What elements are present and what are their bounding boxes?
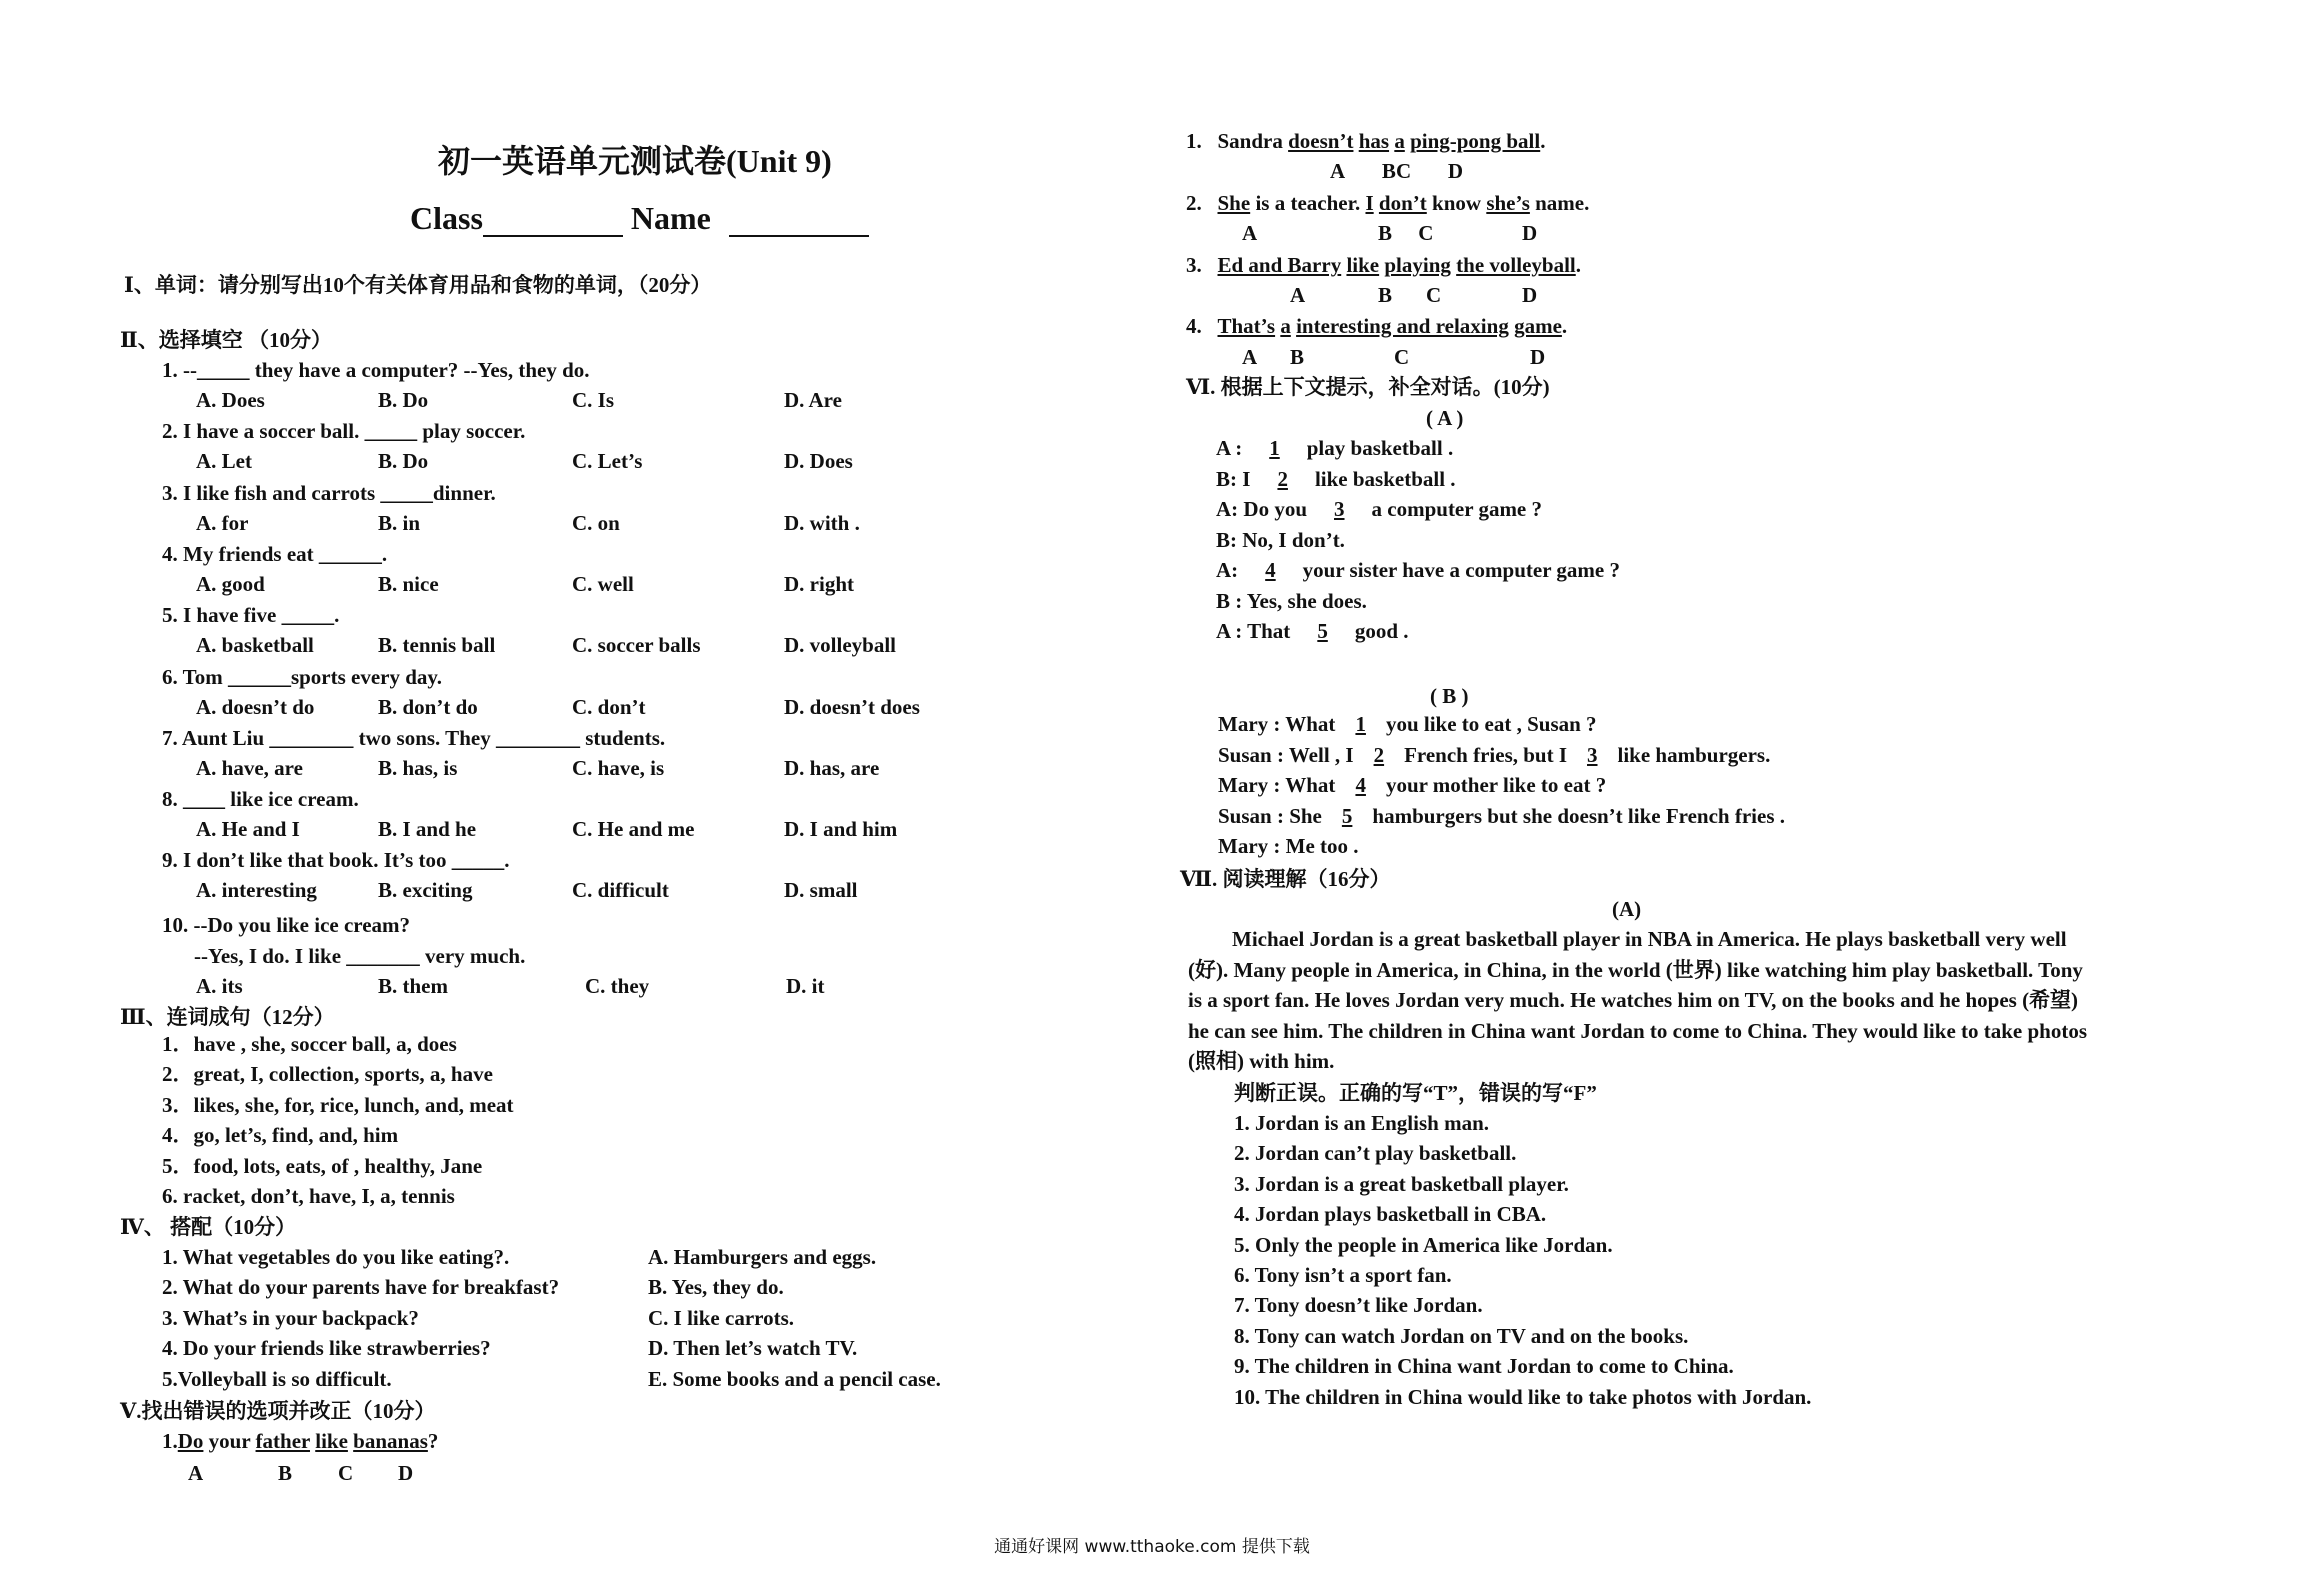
err-text: your <box>203 1429 256 1453</box>
mc-option-d: D. I and him <box>784 817 898 842</box>
error-item-r1 <box>1186 128 1545 154</box>
tf-statement: 4. Jordan plays basketball in CBA. <box>1234 1202 1547 1227</box>
err-letters-row-4d: D <box>1530 345 1546 369</box>
dialog-blank[interactable]: 1 <box>1269 436 1280 460</box>
mc-option-b: B. tennis ball <box>378 633 496 658</box>
section-6-heading: Ⅵ. 根据上下文提示，补全对话。(10分) <box>1186 375 1550 399</box>
err-option: interesting and relaxing <box>1296 314 1509 338</box>
err-text: know <box>1426 191 1487 215</box>
err-option: game <box>1514 314 1562 338</box>
mc-option-d: D. doesn’t does <box>784 694 920 719</box>
mc-option-a: A. doesn’t do <box>196 694 315 719</box>
mc-option-a: A. Does <box>196 388 265 412</box>
dialog-a-line <box>1216 527 1345 553</box>
err-option: ping-pong ball <box>1410 129 1541 153</box>
err-option: like <box>1346 253 1380 277</box>
mc-option-c: C. Is <box>572 388 615 412</box>
mc-option-c: C. they <box>585 974 650 998</box>
item-number: 2. <box>1186 191 1202 215</box>
mc-question: 7. Aunt Liu ________ two sons. They ________ students. <box>162 725 666 750</box>
word-order-item: 2．great, I, collection, sports, a, have <box>162 1062 493 1087</box>
err-letters-row-4c: C <box>1394 345 1410 369</box>
dialog-a-line <box>1216 435 1453 461</box>
err-option: the volleyball <box>1456 253 1576 277</box>
err-letters-row-3c: C <box>1426 283 1442 307</box>
mc-option-d: D. with . <box>784 510 860 535</box>
mc-option-a: A. basketball <box>196 633 314 658</box>
err-option: father <box>255 1429 310 1453</box>
mc-question: 6. Tom ______sports every day. <box>162 664 443 689</box>
mc-option-b: B. I and he <box>378 817 477 842</box>
tf-instructions: 判断正误。正确的写“T”，错误的写“F” <box>1234 1081 1597 1105</box>
err-letters-row-3d: D <box>1522 283 1538 307</box>
mc-option-d: D. it <box>786 974 825 998</box>
dialog-b-line <box>1218 833 1359 859</box>
err-letter-a: A <box>188 1461 204 1485</box>
err-letter-a: A <box>1330 159 1346 183</box>
passage-line: (好). Many people in America, in China, in the world (世界) like watching him play basketball. Tony <box>1188 957 2083 982</box>
dialog-blank[interactable]: 2 <box>1373 742 1385 767</box>
err-text: Sandra <box>1217 129 1283 153</box>
tf-statement: 6. Tony isn’t a sport fan. <box>1234 1263 1452 1287</box>
match-question: 2. What do your parents have for breakfast? <box>162 1275 560 1300</box>
match-answer: A. Hamburgers and eggs. <box>648 1245 877 1269</box>
speaker-text: A : That <box>1216 619 1296 643</box>
speaker-text: B : Yes, she does. <box>1216 588 1367 613</box>
mc-option-c: C. on <box>572 510 620 535</box>
section-5-heading: Ⅴ.找出错误的选项并改正（10分） <box>120 1399 436 1423</box>
mc-option-b: B. don’t do <box>378 694 478 719</box>
dialog-a-line <box>1216 618 1409 644</box>
err-option: a <box>1394 129 1405 153</box>
mc-option-c: C. don’t <box>572 694 646 719</box>
tf-statement: 3. Jordan is a great basketball player. <box>1234 1171 1569 1196</box>
dialog-b-label: ( B ) <box>1430 684 1469 708</box>
match-question: 3. What’s in your backpack? <box>162 1305 419 1330</box>
error-item-r4 <box>1186 313 1567 339</box>
name-label: Name <box>630 200 711 236</box>
mc-option-c: C. He and me <box>572 817 695 842</box>
err-letter-b: B <box>1378 221 1393 245</box>
error-item-r2 <box>1186 190 1589 216</box>
speaker-text: Susan : Well , I <box>1218 742 1359 767</box>
tf-statement: 5. Only the people in America like Jordan. <box>1234 1232 1613 1257</box>
dialog-text: your sister have a computer game ? <box>1297 558 1620 582</box>
mc-option-a: A. Let <box>196 449 252 474</box>
err-option: has <box>1358 129 1390 153</box>
err-letter-c: C <box>1418 221 1434 245</box>
mc-question: 5. I have five _____. <box>162 603 340 628</box>
err-option: don’t <box>1378 191 1427 215</box>
dialog-text: a computer game ? <box>1366 497 1543 521</box>
class-label: Class <box>410 200 483 236</box>
err-text: ? <box>427 1429 439 1453</box>
err-letter-b: B <box>278 1461 293 1485</box>
passage-line: is a sport fan. He loves Jordan very much. He watches him on TV, on the books and he hopes (希望) <box>1188 988 2079 1012</box>
err-option: Do <box>177 1429 204 1453</box>
dialog-text: like hamburgers. <box>1612 742 1771 767</box>
err-option: doesn’t <box>1288 129 1354 153</box>
dialog-blank[interactable]: 2 <box>1277 466 1288 491</box>
mc-option-d: D. Does <box>784 449 853 474</box>
word-order-item: 6. racket, don’t, have, I, a, tennis <box>162 1184 455 1208</box>
speaker-text: A: <box>1216 558 1244 582</box>
err-text: is a teacher. <box>1250 191 1366 215</box>
mc-option-c: C. soccer balls <box>572 633 701 658</box>
err-letters-row-2 <box>1242 220 1257 246</box>
dialog-a-label: ( A ) <box>1426 406 1464 430</box>
item-number: 4. <box>1186 314 1202 338</box>
tf-statement: 1. Jordan is an English man. <box>1234 1111 1489 1135</box>
mc-question: 4. My friends eat ______. <box>162 541 388 566</box>
match-question: 5.Volleyball is so difficult. <box>162 1366 392 1391</box>
mc-option-c: C. have, is <box>572 755 665 780</box>
section-7-heading: Ⅶ. 阅读理解（16分） <box>1180 867 1391 891</box>
mc-option-b: B. nice <box>378 571 439 596</box>
speaker-text: Mary : What <box>1218 712 1341 736</box>
mc-option-b: B. them <box>378 974 448 998</box>
dialog-text: French fries, but I <box>1398 742 1573 767</box>
dialog-b-line <box>1218 803 1785 829</box>
err-letter-d: D <box>398 1461 414 1485</box>
dialog-b-line <box>1218 742 1770 768</box>
dialog-text: your mother like to eat ? <box>1380 773 1607 797</box>
mc-option-d: D. has, are <box>784 755 880 780</box>
speaker-text: Mary : Me too . <box>1218 834 1359 858</box>
dialog-text: play basketball . <box>1301 436 1454 460</box>
err-option: I <box>1365 191 1374 215</box>
err-text: name. <box>1529 191 1590 215</box>
mc-option-a: A. have, are <box>196 755 303 780</box>
name-blank[interactable] <box>729 211 869 237</box>
err-option: That’s <box>1217 314 1276 338</box>
page-title: 初一英语单元测试卷(Unit 9) <box>438 143 832 179</box>
section-4-heading: Ⅳ、 搭配（10分） <box>120 1215 297 1239</box>
footer-credit: 通通好课网 www.tthaoke.com 提供下载 <box>994 1537 1310 1557</box>
mc-option-c: C. well <box>572 571 634 596</box>
mc-option-c: C. Let’s <box>572 449 643 474</box>
dialog-blank[interactable]: 3 <box>1587 742 1598 767</box>
word-order-item: 1．have , she, soccer ball, a, does <box>162 1032 457 1056</box>
tf-statement: 8. Tony can watch Jordan on TV and on the books. <box>1234 1323 1689 1348</box>
err-text: . <box>1540 129 1546 153</box>
error-item-1 <box>162 1428 438 1454</box>
mc-question-10: 10. --Do you like ice cream? <box>162 913 411 937</box>
dialog-blank[interactable]: 4 <box>1265 558 1276 582</box>
dialog-blank[interactable]: 5 <box>1317 619 1328 643</box>
err-option: a <box>1280 314 1291 338</box>
err-letter-d: D <box>1447 159 1464 183</box>
mc-option-b: B. Do <box>378 388 429 412</box>
dialog-blank[interactable]: 1 <box>1355 712 1366 736</box>
dialog-text: you like to eat , Susan ? <box>1380 712 1597 736</box>
speaker-text: A: Do you <box>1216 497 1313 521</box>
match-question: 4. Do your friends like strawberries? <box>162 1336 491 1361</box>
mc-option-d: D. right <box>784 571 854 596</box>
tf-statement: 10. The children in China would like to take photos with Jordan. <box>1234 1384 1812 1409</box>
passage-line: he can see him. The children in China want Jordan to come to China. They would like to take photos <box>1188 1018 2088 1043</box>
mc-option-a: A. its <box>196 974 243 998</box>
section-3-heading: Ⅲ、连词成句（12分） <box>120 1005 335 1029</box>
passage-line: Michael Jordan is a great basketball player in NBA in America. He plays basketball very well <box>1232 927 2067 951</box>
dialog-a-line <box>1216 466 1456 492</box>
error-item-r3 <box>1186 252 1581 278</box>
tf-statement: 9. The children in China want Jordan to come to China. <box>1234 1354 1734 1379</box>
err-letter-a: A <box>1242 221 1258 245</box>
match-answer: E. Some books and a pencil case. <box>648 1366 941 1391</box>
mc-option-d: D. small <box>784 878 858 903</box>
item-number: 3. <box>1186 253 1202 277</box>
err-text: . <box>1561 314 1568 338</box>
mc-option-b: B. in <box>378 510 421 535</box>
mc-question: 9. I don’t like that book. It’s too _____. <box>162 848 510 873</box>
err-option: Ed and Barry <box>1217 253 1342 277</box>
err-letter-b: B <box>1381 159 1396 183</box>
mc-question: 8. ____ like ice cream. <box>162 787 359 812</box>
err-option: like <box>315 1429 348 1453</box>
err-letters-row-4a: A <box>1242 345 1258 369</box>
dialog-text: good . <box>1349 619 1409 643</box>
speaker-text: Susan : She <box>1218 803 1328 828</box>
err-letters-row-3b: B <box>1378 283 1393 307</box>
mc-option-b: B. exciting <box>378 878 473 903</box>
item-number: 1. <box>1186 129 1202 153</box>
match-answer: B. Yes, they do. <box>648 1275 784 1300</box>
err-letter-c: C <box>1395 159 1412 183</box>
dialog-b-line <box>1218 711 1597 737</box>
err-letters-row-2b <box>1378 220 1433 246</box>
class-name-line <box>410 200 869 237</box>
section-1-heading: Ⅰ、单词：请分别写出10个有关体育用品和食物的单词，（20分） <box>124 273 712 297</box>
mc-question-10-reply: --Yes, I do. I like _______ very much. <box>194 944 526 968</box>
err-option: she’s <box>1486 191 1530 215</box>
mc-question: 3. I like fish and carrots _____dinner. <box>162 480 496 505</box>
dialog-blank[interactable]: 5 <box>1341 803 1353 828</box>
speaker-text: B: No, I don’t. <box>1216 527 1345 552</box>
err-letters-row-4b: B <box>1290 345 1305 369</box>
dialog-text: like basketball . <box>1309 466 1456 491</box>
err-option: playing <box>1384 253 1451 277</box>
err-option: bananas <box>353 1429 428 1453</box>
word-order-item: 3．likes, she, for, rice, lunch, and, meat <box>162 1092 514 1117</box>
mc-option-a: A. for <box>196 510 249 535</box>
mc-question: 1. --_____ they have a computer? --Yes, they do. <box>162 358 590 382</box>
speaker-text: B: I <box>1216 466 1256 491</box>
speaker-text: A : <box>1216 436 1248 460</box>
match-answer: C. I like carrots. <box>648 1305 795 1330</box>
item-number: 1. <box>162 1429 178 1453</box>
match-question: 1. What vegetables do you like eating?. <box>162 1245 510 1269</box>
dialog-b-line <box>1218 772 1606 798</box>
mc-option-d: D. volleyball <box>784 633 897 658</box>
mc-option-b: B. has, is <box>378 755 458 780</box>
dialog-blank[interactable]: 4 <box>1355 773 1366 797</box>
mc-option-a: A. interesting <box>196 878 317 903</box>
class-blank[interactable] <box>483 211 623 237</box>
mc-option-c: C. difficult <box>572 878 669 903</box>
section-2-heading: Ⅱ、选择填空 （10分） <box>120 328 332 352</box>
passage-line: (照相) with him. <box>1188 1049 1335 1073</box>
err-letters-row-3a: A <box>1290 283 1306 307</box>
dialog-blank[interactable]: 3 <box>1334 497 1345 521</box>
speaker-text: Mary : What <box>1218 773 1341 797</box>
err-letters-row-1 <box>1330 158 1463 184</box>
err-letter-c: C <box>338 1461 354 1485</box>
mc-option-a: A. He and I <box>196 817 300 842</box>
mc-option-b: B. Do <box>378 449 429 474</box>
tf-statement: 2. Jordan can’t play basketball. <box>1234 1141 1517 1166</box>
mc-option-d: D. Are <box>784 388 842 412</box>
word-order-item: 4．go, let’s, find, and, him <box>162 1123 399 1148</box>
dialog-a-line <box>1216 496 1542 522</box>
err-text: . <box>1575 253 1581 277</box>
tf-statement: 7. Tony doesn’t like Jordan. <box>1234 1293 1483 1318</box>
err-letters-row-2d: D <box>1522 221 1538 245</box>
match-answer: D. Then let’s watch TV. <box>648 1336 858 1361</box>
dialog-a-line <box>1216 588 1367 614</box>
mc-option-a: A. good <box>196 571 265 596</box>
dialog-text: hamburgers but she doesn’t like French fries . <box>1367 803 1785 828</box>
reading-label: (A) <box>1612 897 1642 921</box>
dialog-a-line <box>1216 557 1620 583</box>
word-order-item: 5．food, lots, eats, of , healthy, Jane <box>162 1153 483 1178</box>
mc-question: 2. I have a soccer ball. _____ play soccer. <box>162 419 526 444</box>
err-option: She <box>1217 191 1251 215</box>
